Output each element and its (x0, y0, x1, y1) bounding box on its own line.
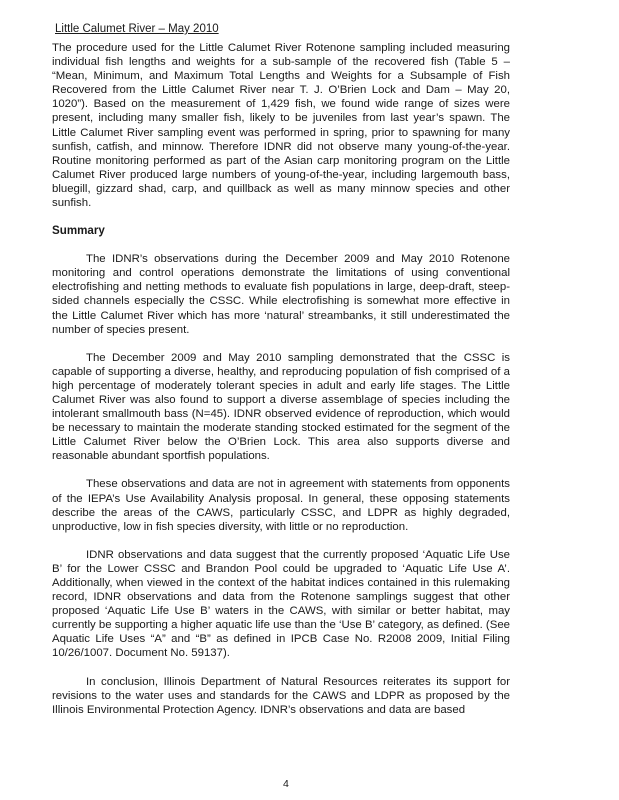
paragraph-spacer (52, 210, 510, 224)
running-header: Little Calumet River – May 2010 (55, 23, 219, 35)
paragraph-spacer (52, 534, 510, 548)
paragraph-spacer (52, 337, 510, 351)
paragraph-spacer (52, 661, 510, 675)
paragraph-spacer (52, 238, 510, 252)
page-body (52, 41, 510, 717)
paragraph-spacer (52, 463, 510, 477)
paragraph-aquatic-life-use: IDNR observations and data suggest that the currently proposed ‘Aquatic Life Use B’ for the Lower CSSC and Brandon Pool could be upgraded to ‘Aquatic Life Use A’. Additionally, when viewed in the context of the habitat indices contained in this rulemaking record, IDNR observations and data from the Rotenone samplings suggest that other proposed ‘Aquatic Life Use B’ waters in the CAWS, with similar or better habitat, may currently be supporting a higher aquatic life use than the ‘Use B’ category, as defined. (See Aquatic Life Uses “A” and “B” as defined in IPCB Case No. R2008 2009, Initial Filing 10/26/1007. Document No. 59137). (52, 548, 510, 660)
paragraph-fish-measurements: The procedure used for the Little Calumet River Rotenone sampling included measuring individual fish lengths and weights for a sub-sample of the recovered fish (Table 5 – “Mean, Minimum, and Maximum Total Lengths and Weights for a Subsample of Fish Recovered from the Little Calumet River near T. J. O’Brien Lock and Dam – May 20, 1020”). Based on the measurement of 1,429 fish, we found wide range of sizes were present, including many smaller fish, likely to be juveniles from last year’s spawn. The Little Calumet River sampling event was performed in spring, prior to spawning for many sunfish, catfish, and minnow. Therefore IDNR did not observe many young-of-the-year. Routine monitoring performed as part of the Asian carp monitoring program on the Little Calumet River produced large numbers of young-of-the-year, including largemouth bass, bluegill, gizzard shad, carp, and quillback as well as many minnow species and other sunfish. (52, 42, 510, 210)
paragraph-cssc-population: The December 2009 and May 2010 sampling demonstrated that the CSSC is capable of supporting a diverse, healthy, and reproducing population of fish comprised of a high percentage of moderately tolerant species in adult and early life stages. The Little Calumet River was also found to support a diverse assemblage of species including the intolerant smallmouth bass (N=45). IDNR observed evidence of reproduction, which would be necessary to maintain the moderate standing stocked estimated for the segment of the Little Calumet River below the O’Brien Lock. This area also supports diverse and reasonable abundant sportfish populations. (52, 351, 510, 463)
page-number: 4 (283, 778, 289, 790)
paragraph-conclusion: In conclusion, Illinois Department of Natural Resources reiterates its support for revisions to the water uses and standards for the CAWS and LDPR as proposed by the Illinois Environmental Protection Agency. IDNR’s observations and data are based (52, 675, 510, 716)
paragraph-sampling-limitations: The IDNR’s observations during the December 2009 and May 2010 Rotenone monitoring and control operations demonstrate the limitations of using conventional electrofishing and netting methods to evaluate fish populations in large, deep-draft, steep-sided channels especially the CSSC. While electrofishing is somewhat more effective in the Little Calumet River which has more ‘natural’ streambanks, it still underestimated the number of species present. (52, 253, 510, 336)
section-heading-summary: Summary (52, 224, 105, 238)
paragraph-opposing-statements: These observations and data are not in agreement with statements from opponents of the IEPA’s Use Availability Analysis proposal. In general, these opposing statements describe the areas of the CAWS, particularly CSSC, and LDPR as highly degraded, unproductive, low in fish species diversity, with little or no reproduction. (52, 478, 510, 533)
